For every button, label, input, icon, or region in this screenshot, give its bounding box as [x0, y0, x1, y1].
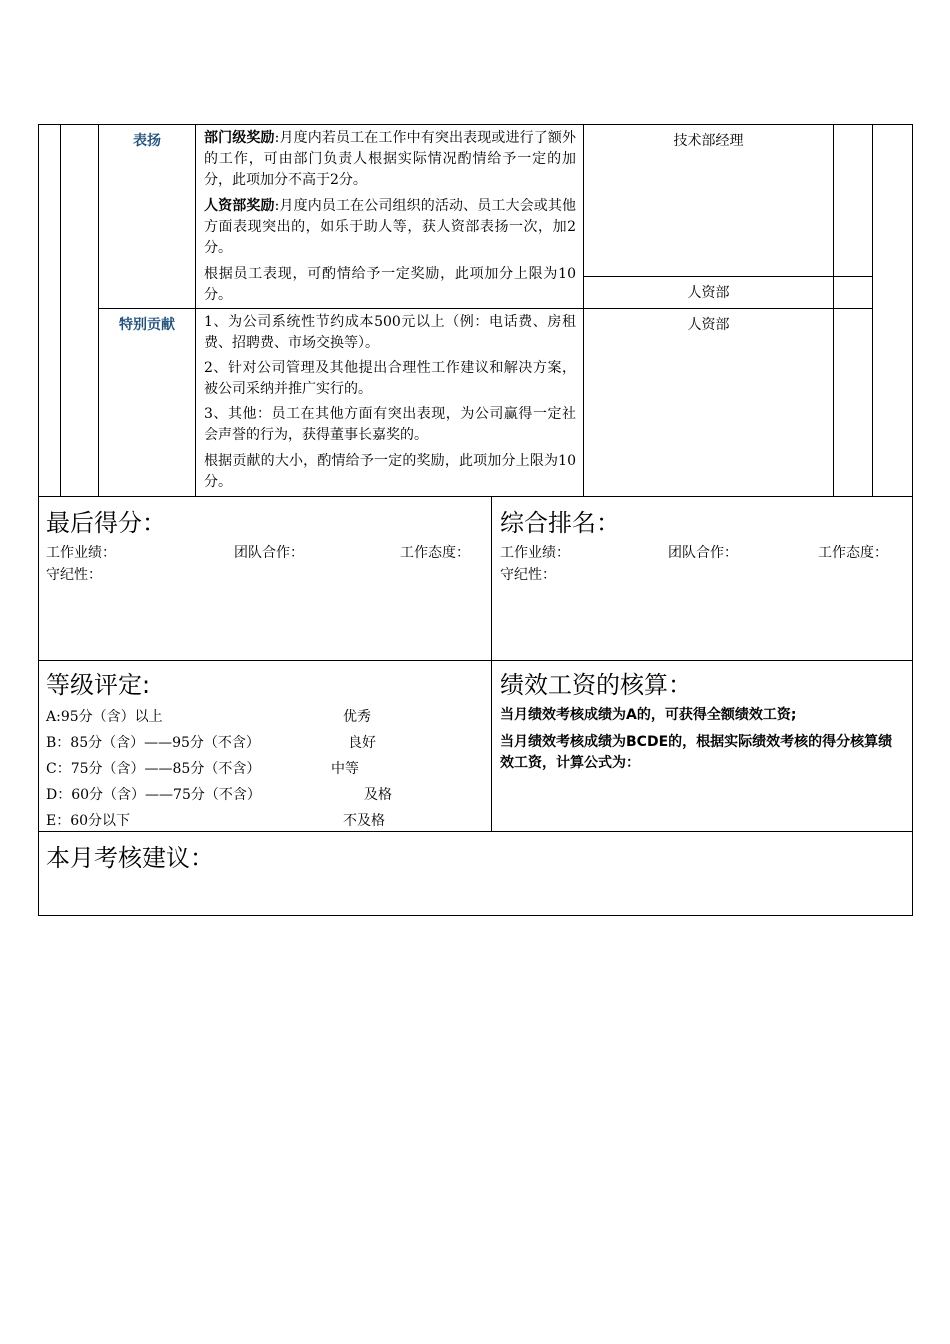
praise-limit: [204, 264, 576, 306]
final-discipline: 守纪性：: [46, 567, 102, 583]
final-teamwork: 团队合作：: [234, 545, 304, 561]
praise-hr-reward-label: 人资部奖励: [204, 198, 275, 214]
category-praise: 表扬: [133, 133, 161, 149]
final-attitude: 工作态度：: [400, 545, 470, 561]
grade-d-label: 及格: [364, 787, 392, 803]
suggestion-title: 本月考核建议：: [46, 844, 214, 872]
special-item-2: 2、针对公司管理及其他提出合理性工作建议和解决方案，被公司采纳并推广实行的。: [204, 360, 576, 397]
ranking-teamwork: 团队合作：: [668, 545, 738, 561]
salary-calc-line-2: 当月绩效考核成绩为BCDE的，根据实际绩效考核的得分核算绩效工资，计算公式为：: [500, 734, 893, 771]
ranking-discipline: 守纪性：: [500, 567, 556, 583]
grade-b-label: 良好: [348, 735, 376, 751]
salary-calc-title: 绩效工资的核算：: [500, 671, 692, 699]
ranking-attitude: 工作态度：: [818, 545, 888, 561]
grade-b-range: B：85分（含）——95分（不含）: [46, 735, 260, 751]
special-responsible: 人资部: [687, 317, 730, 333]
praise-responsible-1: 技术部经理: [673, 133, 744, 149]
grade-c-range: C：75分（含）——85分（不含）: [46, 761, 261, 777]
final-work-performance: 工作业绩：: [46, 545, 116, 561]
grading-title: 等级评定:: [46, 671, 151, 699]
grade-e-range: E：60分以下: [46, 813, 131, 829]
praise-limit-text: 根据员工表现，可酌情给予一定奖励，此项加分上限为10分。: [204, 266, 576, 303]
grade-a-range: A:95分（含）以上: [46, 709, 163, 725]
grade-e-label: 不及格: [343, 813, 385, 829]
ranking-title: 综合排名：: [500, 509, 620, 537]
final-score-title: 最后得分：: [46, 509, 166, 537]
special-item-3: 3、其他：员工在其他方面有突出表现，为公司赢得一定社会声誉的行为，获得董事长嘉奖的。: [204, 406, 576, 443]
ranking-work-performance: 工作业绩：: [500, 545, 570, 561]
praise-responsible-2: 人资部: [687, 285, 730, 301]
praise-dept-reward: [204, 128, 576, 191]
praise-hr-reward: [204, 196, 576, 259]
grade-d-range: D：60分（含）——75分（不含）: [46, 787, 261, 803]
salary-calc-line-1: 当月绩效考核成绩为A的，可获得全额绩效工资;: [500, 707, 797, 723]
grade-c-label: 中等: [331, 761, 359, 777]
special-item-1: 1、为公司系统性节约成本500元以上（例：电话费、房租费、招聘费、市场交换等）。: [204, 314, 576, 351]
category-special: 特别贡献: [119, 317, 175, 333]
praise-hr-reward-text: :月度内员工在公司组织的活动、员工大会或其他方面表现突出的，如乐于助人等，获人资部表扬一次，加2分。: [204, 198, 577, 256]
praise-dept-reward-label: 部门级奖励: [204, 130, 275, 146]
special-limit: 根据贡献的大小，酌情给予一定的奖励，此项加分上限为10分。: [204, 453, 576, 490]
praise-dept-reward-text: :月度内若员工在工作中有突出表现或进行了额外的工作，可由部门负责人根据实际情况酌情给予一定的加分，此项加分不高于2分。: [204, 130, 577, 188]
grade-a-label: 优秀: [343, 709, 371, 725]
